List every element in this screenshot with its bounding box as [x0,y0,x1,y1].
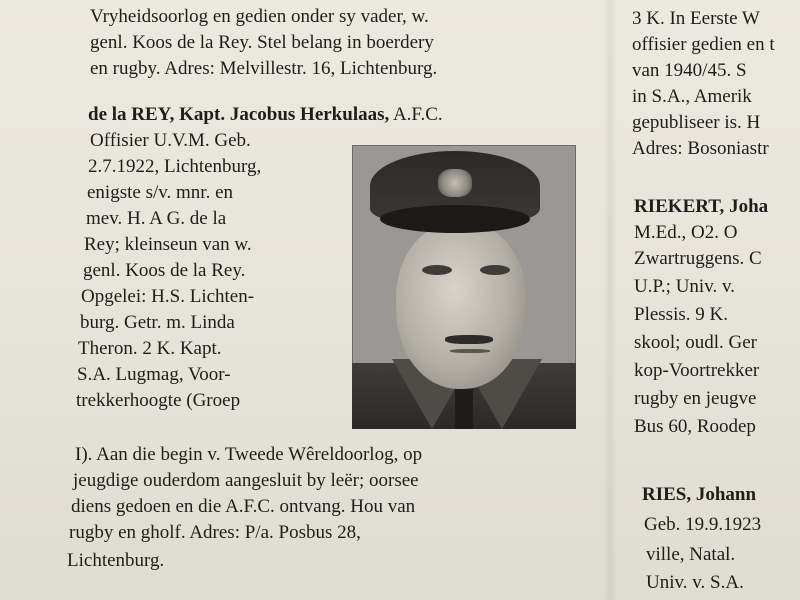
entry-heading-riekert: RIEKERT, Joha [634,196,769,217]
right-text-line: kop-Voortrekker [634,360,760,381]
portrait-face [396,223,526,389]
right-text-line: van 1940/45. S [632,60,747,81]
entry-text-line: 2.7.1922, Lichtenburg, [88,156,262,177]
entry-honours: A.F.C. [392,104,443,125]
cap-visor [380,205,530,233]
prev-entry-line: Vryheidsoorlog en gedien onder sy vader, w. [90,6,429,27]
entry-text-line: S.A. Lugmag, Voor- [77,364,231,385]
entry-text-line: diens gedoen en die A.F.C. ontvang. Hou van [71,496,416,517]
right-text-line: offisier gedien en t [632,34,775,55]
portrait-photo [352,145,576,429]
entry-text-line: Offisier U.V.M. Geb. [90,130,251,151]
cap-badge-icon [438,169,472,197]
entry-text-line: jeugdige ouderdom aangesluit by leër; oorsee [73,470,419,491]
right-text-line: ville, Natal. [646,544,736,565]
uniform-tie [455,387,473,429]
entry-text-line: enigste s/v. mnr. en [87,182,233,203]
right-text-line: Adres: Bosoniastr [632,138,769,159]
right-text-line: in S.A., Amerik [632,86,752,107]
right-text-line: 3 K. In Eerste W [632,8,760,29]
entry-text-line: genl. Koos de la Rey. [83,260,246,281]
prev-entry-line: en rugby. Adres: Melvillestr. 16, Lichtenburg. [90,58,438,79]
right-text-line: skool; oudl. Ger [634,332,757,353]
entry-text-line: Lichtenburg. [67,550,165,571]
entry-text-line: I). Aan die begin v. Tweede Wêreldoorlog, op [75,444,423,465]
entry-text-line: rugby en gholf. Adres: P/a. Posbus 28, [69,522,361,543]
right-text-line: Bus 60, Roodep [634,416,756,437]
right-text-line: M.Ed., O2. O [634,222,738,243]
prev-entry-line: genl. Koos de la Rey. Stel belang in boerdery [90,32,434,53]
right-text-line: Zwartruggens. C [634,248,762,269]
entry-heading [88,104,443,126]
entry-text-line: mev. H. A G. de la [86,208,227,229]
right-text-line: Geb. 19.9.1923 [644,514,762,535]
right-text-line: Plessis. 9 K. [634,304,728,325]
right-text-line: gepubliseer is. H [632,112,761,133]
entry-heading-ries: RIES, Johann [642,484,757,505]
entry-name: de la REY, Kapt. Jacobus Herkulaas, [88,104,390,125]
right-text-line: U.P.; Univ. v. [634,276,735,297]
entry-text-line: Rey; kleinseun van w. [84,234,252,255]
right-text-line: Univ. v. S.A. [646,572,744,593]
entry-text-line: Theron. 2 K. Kapt. [78,338,222,359]
page-gutter [603,0,617,600]
entry-text-line: Opgelei: H.S. Lichten- [81,286,255,307]
entry-text-line: trekkerhoogte (Groep [76,390,241,411]
entry-text-line: burg. Getr. m. Linda [80,312,235,333]
right-text-line: rugby en jeugve [634,388,757,409]
